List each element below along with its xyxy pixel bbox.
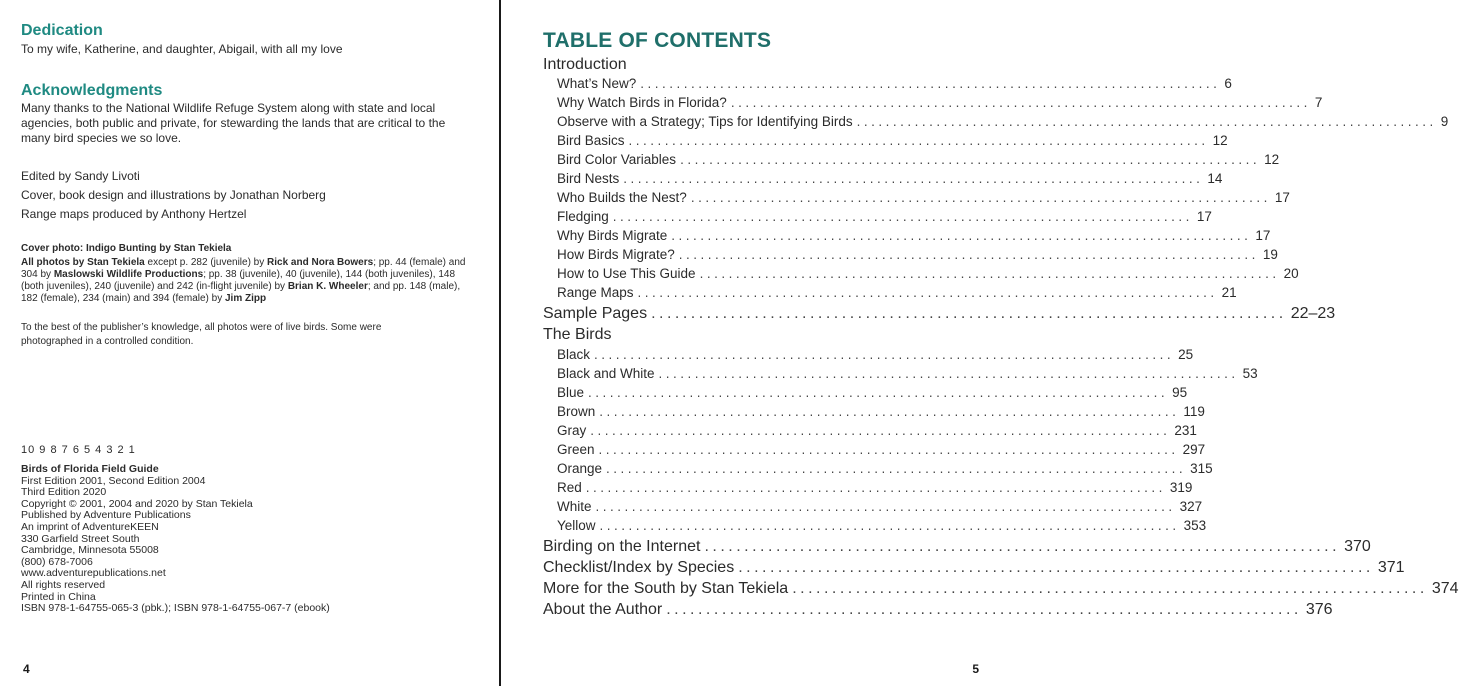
toc-title: TABLE OF CONTENTS xyxy=(543,29,772,52)
toc-entry-label: Observe with a Strategy; Tips for Identifying Birds xyxy=(557,114,853,129)
imprint-line: First Edition 2001, Second Edition 2004 xyxy=(21,474,206,487)
toc-entry xyxy=(557,461,1213,476)
toc-entry-page: 14 xyxy=(1207,171,1223,186)
toc-dot-leader: ................................................................................ xyxy=(623,171,1204,186)
toc-dot-leader: ................................................................................ xyxy=(658,366,1239,381)
toc-section-entry xyxy=(543,326,943,344)
acknowledgments-heading: Acknowledgments xyxy=(21,82,163,99)
imprint-line: Third Edition 2020 xyxy=(21,486,107,499)
toc-entry-label: Red xyxy=(557,480,582,495)
toc-entry-page: 21 xyxy=(1221,285,1237,300)
toc-dot-leader: ................................................................................ xyxy=(699,266,1280,281)
toc-entry-page: 376 xyxy=(1305,601,1333,618)
toc-entry-label: The Birds xyxy=(543,326,612,343)
imprint-line: (800) 678-7006 xyxy=(21,555,93,568)
toc-dot-leader: ................................................................................ xyxy=(585,480,1166,495)
photo-credits-text-2: ; pp. 44 (female) and 304 by xyxy=(21,257,466,280)
toc-entry-page: 17 xyxy=(1196,209,1212,224)
toc-section-entry xyxy=(543,538,1371,556)
toc-section-entry xyxy=(543,56,943,74)
toc-entry xyxy=(557,366,1258,381)
toc-entry-page: 327 xyxy=(1179,499,1203,514)
toc-entry-page: 374 xyxy=(1431,580,1459,597)
toc-entry xyxy=(557,209,1212,224)
live-birds-note: To the best of the publisher’s knowledge, all photos were of live birds. Some were photographed in a controlled condition. xyxy=(21,322,382,347)
toc-entry-label: Bird Color Variables xyxy=(557,152,677,167)
photo-credits-text-3: ; pp. 38 (juvenile), 40 (juvenile), 144 (both juveniles), 148 (both juveniles), 240 (juvenile) and 242 (in-flight juvenile) by xyxy=(21,269,455,292)
toc-dot-leader: ................................................................................ xyxy=(594,347,1175,362)
imprint-line: Published by Adventure Publications xyxy=(21,509,191,522)
imprint-line: Printed in China xyxy=(21,590,96,603)
dedication-heading: Dedication xyxy=(21,22,103,39)
credit-design: Cover, book design and illustrations by Jonathan Norberg xyxy=(21,188,326,202)
credit-range-maps: Range maps produced by Anthony Hertzel xyxy=(21,207,247,221)
toc-entry xyxy=(557,228,1271,243)
toc-entry-label: White xyxy=(557,499,592,514)
imprint-line: 330 Garfield Street South xyxy=(21,532,140,545)
toc-entry-label: More for the South by Stan Tekiela xyxy=(543,580,789,597)
toc-entry-label: Introduction xyxy=(543,56,627,73)
toc-entry-page: 231 xyxy=(1174,423,1197,438)
toc-entry-page: 22–23 xyxy=(1290,305,1336,322)
toc-entry xyxy=(557,114,1449,129)
page-number-right: 5 xyxy=(972,662,979,676)
photo-credits-text-1: except p. 282 (juvenile) by xyxy=(144,257,268,268)
toc-entry xyxy=(557,247,1278,262)
toc-dot-leader: ................................................................................ xyxy=(651,305,1287,322)
photo-credits-text-4: ; and pp. 148 (male), 182 (female), 234 (main) and 394 (female) by xyxy=(21,281,461,304)
toc-entry-page: 20 xyxy=(1283,266,1299,281)
acknowledgments-text: Many thanks to the National Wildlife Refuge System along with state and local agencies, both public and private, for stewarding the lands that are critical to the many bird species we so love. xyxy=(21,101,446,145)
toc-dot-leader: ................................................................................ xyxy=(606,461,1187,476)
toc-entry-page: 119 xyxy=(1183,404,1205,419)
toc-entry-label: Checklist/Index by Species xyxy=(543,559,735,576)
toc-section-entry xyxy=(543,601,1333,619)
credit-editor: Edited by Sandy Livoti xyxy=(21,169,140,183)
toc-entry-label: Bird Nests xyxy=(557,171,620,186)
toc-entry xyxy=(557,423,1197,438)
page-number-left: 4 xyxy=(23,662,30,676)
photographer-2: Maslowski Wildlife Productions xyxy=(53,269,204,280)
toc-entry-page: 9 xyxy=(1440,114,1449,129)
toc-section-entry xyxy=(543,559,1405,577)
toc-entry-label: Yellow xyxy=(557,518,596,533)
imprint-line: ISBN 978-1-64755-065-3 (pbk.); ISBN 978-1-64755-067-7 (ebook) xyxy=(21,602,330,615)
toc-dot-leader: ................................................................................ xyxy=(671,228,1252,243)
photographer-4: Jim Zipp xyxy=(225,293,267,304)
toc-entry-label: Why Watch Birds in Florida? xyxy=(557,95,727,110)
toc-entry-label: Gray xyxy=(557,423,587,438)
toc-entry-label: Fledging xyxy=(557,209,609,224)
toc-entry-label: Green xyxy=(557,442,595,457)
toc-entry-page: 17 xyxy=(1255,228,1271,243)
toc-entry-page: 370 xyxy=(1344,538,1371,555)
left-page xyxy=(0,0,499,686)
toc-dot-leader: ................................................................................ xyxy=(599,518,1180,533)
toc-entry xyxy=(557,518,1207,533)
toc-entry-page: 319 xyxy=(1169,480,1193,495)
toc-entry-label: Why Birds Migrate xyxy=(557,228,668,243)
toc-entry-label: Bird Basics xyxy=(557,133,625,148)
toc-entry-page: 12 xyxy=(1264,152,1280,167)
toc-dot-leader: ................................................................................ xyxy=(599,404,1180,419)
toc-dot-leader: ................................................................................ xyxy=(588,385,1169,400)
imprint-line: An imprint of AdventureKEEN xyxy=(21,520,159,533)
toc-section-entry xyxy=(543,580,1459,598)
dedication-text: To my wife, Katherine, and daughter, Abigail, with all my love xyxy=(21,42,343,56)
toc-entry xyxy=(557,385,1188,400)
toc-entry-page: 7 xyxy=(1314,95,1323,110)
toc-entry-label: Range Maps xyxy=(557,285,634,300)
toc-entry-page: 25 xyxy=(1178,347,1194,362)
toc-entry-page: 6 xyxy=(1224,76,1232,91)
toc-entry-label: How Birds Migrate? xyxy=(557,247,675,262)
imprint-block xyxy=(21,464,441,615)
toc-dot-leader: ................................................................................ xyxy=(640,76,1221,91)
toc-entry xyxy=(557,404,1205,419)
toc-section-entry xyxy=(543,305,1336,323)
toc-entry-page: 17 xyxy=(1274,190,1290,205)
toc-entry xyxy=(557,480,1193,495)
toc-entry xyxy=(557,76,1232,91)
toc-entry-label: What’s New? xyxy=(557,76,637,91)
toc-entry xyxy=(557,171,1223,186)
right-page xyxy=(501,0,1459,686)
toc-entry-page: 95 xyxy=(1172,385,1188,400)
photo-credits-lead: All photos by Stan Tekiela xyxy=(21,257,145,268)
toc-dot-leader: ................................................................................ xyxy=(738,559,1374,576)
toc-entry xyxy=(557,266,1299,281)
toc-entry-label: Birding on the Internet xyxy=(543,538,701,555)
toc-entry xyxy=(557,133,1228,148)
toc-entry xyxy=(557,499,1203,514)
photographer-1: Rick and Nora Bowers xyxy=(267,257,374,268)
toc-dot-leader: ................................................................................ xyxy=(680,152,1261,167)
cover-photo-credit: Cover photo: Indigo Bunting by Stan Tekiela xyxy=(21,243,232,254)
toc-entry-page: 12 xyxy=(1212,133,1228,148)
toc-entry xyxy=(557,95,1323,110)
toc-entry xyxy=(557,442,1206,457)
toc-dot-leader: ................................................................................ xyxy=(704,538,1341,555)
imprint-line: All rights reserved xyxy=(21,578,106,591)
toc-entry-label: Orange xyxy=(557,461,603,476)
toc-dot-leader: ................................................................................ xyxy=(595,499,1176,514)
toc-entry-page: 53 xyxy=(1242,366,1258,381)
toc-dot-leader: ................................................................................ xyxy=(628,133,1209,148)
toc-dot-leader: ................................................................................ xyxy=(730,95,1311,110)
imprint-line: www.adventurepublications.net xyxy=(21,567,166,580)
toc-entry-page: 371 xyxy=(1377,559,1405,576)
toc-entry-label: About the Author xyxy=(543,601,663,618)
toc-entry-label: Blue xyxy=(557,385,585,400)
photographer-3: Brian K. Wheeler xyxy=(287,281,368,292)
toc-entry-label: How to Use This Guide xyxy=(557,266,696,281)
toc-entry-label: Black and White xyxy=(557,366,655,381)
toc-entry-label: Brown xyxy=(557,404,596,419)
toc-dot-leader: ................................................................................ xyxy=(637,285,1218,300)
toc-entry-page: 19 xyxy=(1262,247,1278,262)
toc-entry-page: 297 xyxy=(1182,442,1206,457)
toc-entry-page: 315 xyxy=(1190,461,1213,476)
toc-dot-leader: ................................................................................ xyxy=(690,190,1271,205)
imprint-line: Copyright © 2001, 2004 and 2020 by Stan Tekiela xyxy=(21,497,253,510)
toc-dot-leader: ................................................................................ xyxy=(590,423,1171,438)
toc-entry xyxy=(557,347,1194,362)
print-line: 10 9 8 7 6 5 4 3 2 1 xyxy=(21,444,136,456)
toc-dot-leader: ................................................................................ xyxy=(678,247,1259,262)
toc-dot-leader: ................................................................................ xyxy=(856,114,1437,129)
toc-dot-leader: ................................................................................ xyxy=(666,601,1302,618)
toc-entry xyxy=(557,190,1290,205)
toc-entry-label: Who Builds the Nest? xyxy=(557,190,687,205)
toc-dot-leader: ................................................................................ xyxy=(792,580,1428,597)
toc-dot-leader: ................................................................................ xyxy=(598,442,1179,457)
toc-entry xyxy=(557,152,1280,167)
toc-entry-label: Sample Pages xyxy=(543,305,648,322)
toc-dot-leader: ................................................................................ xyxy=(612,209,1193,224)
toc-entry-label: Black xyxy=(557,347,591,362)
toc-entry-page: 353 xyxy=(1183,518,1207,533)
photo-credits xyxy=(21,257,479,305)
toc-entry xyxy=(557,285,1237,300)
book-title: Birds of Florida Field Guide xyxy=(21,463,159,475)
imprint-line: Cambridge, Minnesota 55008 xyxy=(21,544,159,557)
